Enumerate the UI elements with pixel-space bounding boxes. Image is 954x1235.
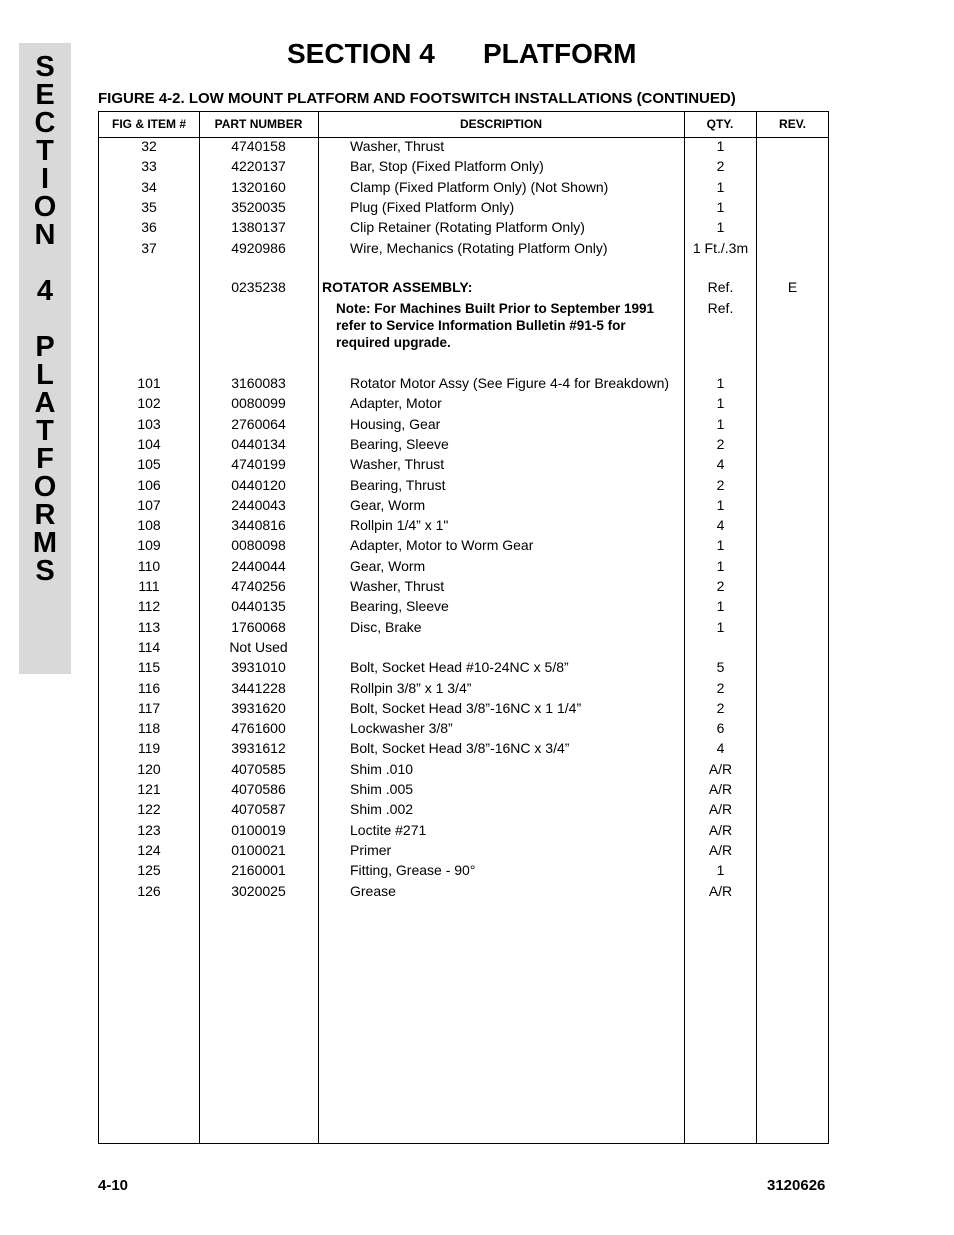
item-number: 118 — [137, 720, 161, 737]
part-number: 2760064 — [231, 415, 286, 432]
assembly-part-number: 0235238 — [231, 279, 286, 295]
section-name: PLATFORM — [483, 38, 637, 69]
side-tab-letter: P — [35, 331, 55, 363]
section-number: SECTION 4 — [287, 38, 435, 69]
description: Clamp (Fixed Platform Only) (Not Shown) — [350, 178, 609, 195]
part-number: 4070587 — [231, 801, 286, 818]
description: Bolt, Socket Head 3/8”-16NC x 3/4” — [350, 740, 570, 757]
item-number: 108 — [137, 517, 161, 534]
part-number: 0100021 — [231, 841, 286, 858]
description: Bearing, Sleeve — [350, 435, 449, 452]
side-tab-letter: A — [34, 387, 56, 419]
description: Washer, Thrust — [350, 456, 445, 473]
column-divider — [756, 112, 757, 1143]
assembly-note: Note: For Machines Built Prior to September 1991 refer to Service Information Bulletin #91-5 for required upgrade. — [336, 301, 655, 350]
description: Lockwasher 3/8” — [350, 720, 453, 737]
part-number: 4740158 — [231, 138, 286, 154]
quantity: 5 — [716, 659, 725, 676]
quantity: A/R — [708, 841, 733, 858]
quantity: A/R — [708, 882, 733, 899]
part-number: 2440043 — [231, 496, 286, 513]
side-tab-letter: O — [33, 191, 57, 223]
quantity: A/R — [708, 760, 733, 777]
item-number: 33 — [141, 158, 157, 175]
quantity: 2 — [716, 699, 725, 716]
quantity: 4 — [716, 456, 725, 473]
assembly-rev: E — [787, 279, 798, 295]
side-tab-letter: R — [34, 499, 56, 531]
description: Rollpin 3/8” x 1 3/4” — [350, 679, 472, 696]
quantity: 2 — [716, 578, 725, 594]
side-tab-letter: F — [36, 443, 54, 475]
description: Fitting, Grease - 90° — [350, 862, 476, 879]
description: Bar, Stop (Fixed Platform Only) — [350, 158, 544, 175]
part-number: 0080098 — [231, 537, 286, 554]
quantity: 1 — [716, 395, 725, 412]
part-number: 2440044 — [231, 557, 286, 574]
part-number: 3441228 — [231, 679, 286, 696]
quantity: A/R — [708, 781, 733, 797]
side-tab-letter: T — [36, 415, 54, 447]
item-number: 103 — [137, 415, 161, 432]
part-number: 4761600 — [231, 720, 286, 737]
side-tab-letter: S — [35, 555, 55, 587]
quantity: 6 — [716, 720, 725, 737]
part-number: 4070585 — [231, 760, 286, 777]
header-part-number: PART NUMBER — [214, 117, 303, 131]
part-number: 2160001 — [231, 862, 286, 879]
section-side-tab — [19, 43, 71, 674]
quantity: 2 — [716, 476, 725, 493]
part-number: 3931620 — [231, 699, 286, 716]
item-number: 111 — [138, 578, 160, 594]
part-number: 0440120 — [231, 476, 286, 493]
quantity: 1 — [716, 557, 725, 574]
item-number: 107 — [137, 496, 161, 513]
part-number: 1760068 — [231, 618, 286, 635]
description: Gear, Worm — [350, 557, 426, 574]
quantity: 1 Ft./.3m — [692, 239, 749, 256]
quantity: 4 — [716, 517, 725, 534]
part-number: 3931010 — [231, 659, 286, 676]
part-number: 4070586 — [231, 781, 286, 797]
page-title — [287, 38, 637, 70]
side-tab-letter: L — [36, 359, 54, 391]
item-number: 109 — [137, 537, 161, 554]
item-number: 125 — [137, 862, 161, 879]
assembly-title: ROTATOR ASSEMBLY: — [322, 279, 473, 295]
side-tab-letter: S — [35, 51, 55, 83]
side-tab-letter: N — [34, 219, 56, 251]
part-number: 1380137 — [231, 219, 286, 236]
item-number: 114 — [137, 638, 161, 655]
quantity: 1 — [716, 496, 725, 513]
quantity: 1 — [716, 598, 725, 615]
part-number: 3160083 — [231, 375, 286, 391]
description: Grease — [350, 882, 396, 899]
assembly-qty: Ref. — [707, 279, 734, 295]
part-number: Not Used — [229, 638, 288, 655]
quantity: 1 — [716, 138, 725, 154]
header-qty: QTY. — [706, 117, 734, 131]
header-item: FIG & ITEM # — [111, 117, 186, 131]
item-number: 32 — [141, 138, 157, 154]
header-description: DESCRIPTION — [459, 117, 542, 131]
description: Adapter, Motor to Worm Gear — [350, 537, 534, 554]
item-number: 123 — [137, 821, 161, 838]
quantity: 1 — [716, 198, 725, 215]
item-number: 115 — [137, 659, 161, 676]
quantity: 2 — [716, 435, 725, 452]
part-number: 3440816 — [231, 517, 286, 534]
item-number: 102 — [137, 395, 161, 412]
item-number: 106 — [137, 476, 161, 493]
description: Primer — [350, 841, 392, 858]
quantity: 1 — [716, 415, 725, 432]
part-number: 0100019 — [231, 821, 286, 838]
item-number: 120 — [137, 760, 161, 777]
item-number: 35 — [141, 198, 157, 215]
parts-table — [98, 111, 829, 1144]
description: Bearing, Sleeve — [350, 598, 449, 615]
item-number: 36 — [141, 219, 157, 236]
item-number: 117 — [137, 699, 161, 716]
part-number: 1320160 — [231, 178, 286, 195]
description: Washer, Thrust — [350, 578, 445, 594]
description: Bolt, Socket Head #10-24NC x 5/8” — [350, 659, 569, 676]
part-number: 4920986 — [231, 239, 286, 256]
quantity: A/R — [708, 801, 733, 818]
description: Bolt, Socket Head 3/8”-16NC x 1 1/4” — [350, 699, 582, 716]
part-number: 0440134 — [231, 435, 286, 452]
item-number: 110 — [137, 557, 161, 574]
description: Housing, Gear — [350, 415, 441, 432]
description: Wire, Mechanics (Rotating Platform Only) — [350, 239, 608, 256]
quantity: 2 — [716, 158, 725, 175]
document-number: 3120626 — [767, 1177, 826, 1194]
description: Disc, Brake — [350, 618, 422, 635]
description: Adapter, Motor — [350, 395, 442, 412]
description: Shim .005 — [350, 781, 414, 797]
side-tab-letter: M — [32, 527, 58, 559]
description: Shim .010 — [350, 760, 414, 777]
quantity: 1 — [716, 537, 725, 554]
item-number: 112 — [137, 598, 161, 615]
quantity: A/R — [708, 821, 733, 838]
quantity: 1 — [716, 618, 725, 635]
side-tab-letter: T — [36, 135, 54, 167]
side-tab-letter: I — [40, 163, 50, 195]
item-number: 34 — [141, 178, 157, 195]
quantity: 4 — [716, 740, 725, 757]
item-number: 122 — [137, 801, 161, 818]
item-number: 124 — [137, 841, 161, 858]
quantity: 1 — [716, 219, 725, 236]
header-rev: REV. — [779, 117, 806, 131]
part-number: 4740199 — [231, 456, 286, 473]
item-number: 116 — [137, 679, 161, 696]
description: Loctite #271 — [350, 821, 427, 838]
description: Shim .002 — [350, 801, 414, 818]
description: Bearing, Thrust — [350, 476, 446, 493]
description: Rollpin 1/4” x 1" — [350, 517, 449, 534]
item-number: 121 — [137, 781, 161, 797]
part-number: 3931612 — [231, 740, 286, 757]
note-qty: Ref. — [707, 300, 734, 316]
part-number: 0080099 — [231, 395, 286, 412]
description: Clip Retainer (Rotating Platform Only) — [350, 219, 585, 236]
item-number: 119 — [137, 740, 161, 757]
item-number: 105 — [137, 456, 161, 473]
item-number: 113 — [137, 618, 161, 635]
quantity: 2 — [716, 679, 725, 696]
side-tab-letter: C — [34, 107, 56, 139]
side-tab-letter: O — [33, 471, 57, 503]
description: Plug (Fixed Platform Only) — [350, 198, 515, 215]
item-number: 104 — [137, 435, 161, 452]
side-tab-letter: E — [35, 79, 55, 111]
quantity: 1 — [716, 862, 725, 879]
description: Washer, Thrust — [350, 138, 445, 154]
item-number: 37 — [141, 239, 157, 256]
part-number: 3520035 — [231, 198, 286, 215]
figure-caption: FIGURE 4-2. LOW MOUNT PLATFORM AND FOOTSWITCH INSTALLATIONS (CONTINUED) — [98, 90, 736, 107]
quantity: 1 — [716, 375, 725, 391]
part-number: 4220137 — [231, 158, 286, 175]
description: Rotator Motor Assy (See Figure 4-4 for Breakdown) — [350, 375, 670, 391]
part-number: 0440135 — [231, 598, 286, 615]
item-number: 126 — [137, 882, 161, 899]
item-number: 101 — [137, 375, 161, 391]
side-tab-letter: 4 — [36, 275, 54, 307]
part-number: 4740256 — [231, 578, 286, 594]
description: Gear, Worm — [350, 496, 426, 513]
column-divider — [318, 112, 319, 1143]
page-number: 4-10 — [98, 1177, 129, 1194]
quantity: 1 — [716, 178, 725, 195]
part-number: 3020025 — [231, 882, 286, 899]
